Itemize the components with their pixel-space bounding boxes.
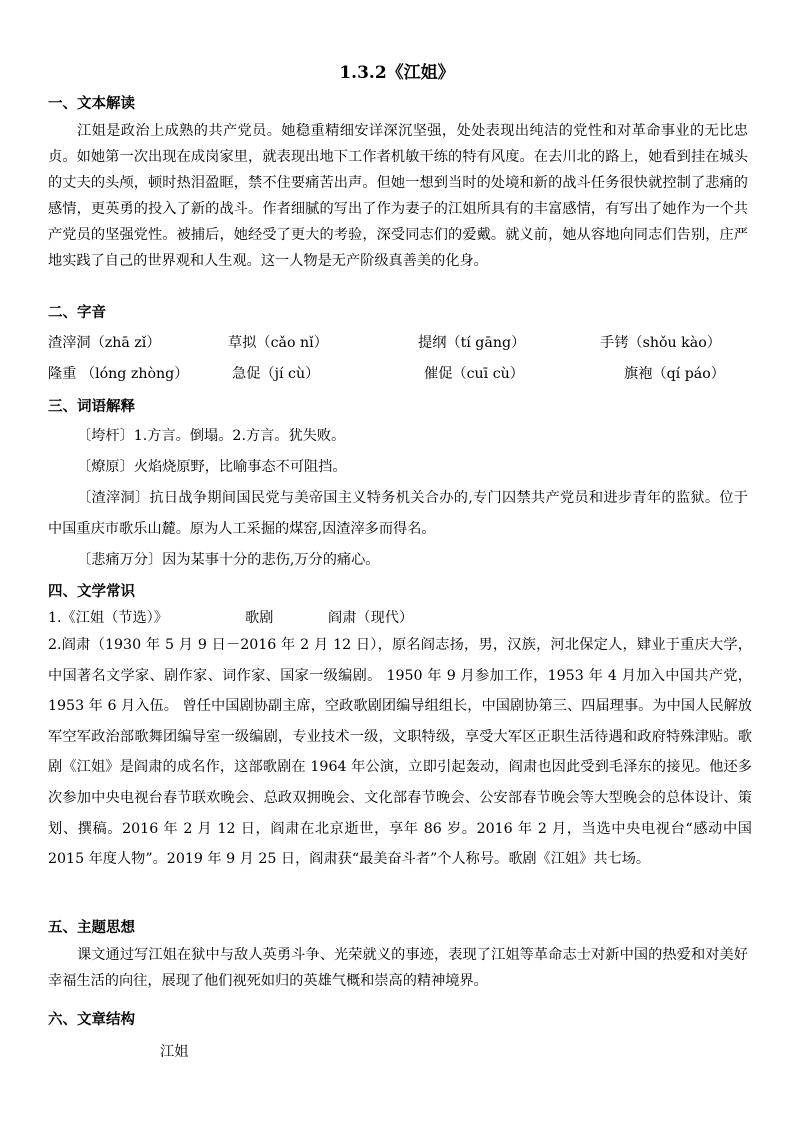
theme-paragraph: 课文通过写江姐在狱中与敌人英勇斗争、光荣就义的事迹，表现了江姐等革命志士对新中国的热爱和对美好幸福生活的向往，展现了他们视死如归的英雄气概和崇高的精神境界。: [48, 947, 748, 989]
pronunciation-item: 旗袍（qí páo）: [624, 366, 725, 382]
section-heading-pronunciation: 二、字音: [48, 304, 106, 321]
section-heading-structure: 六、文章结构: [48, 1011, 135, 1028]
text-reading-paragraph: 江姐是政治上成熟的共产党员。她稳重精细安详深沉坚强，处处表现出纯洁的党性和对革命事业的无比忠贞。如她第一次出现在成岗家里，就表现出地下工作者机敏干练的特有风度。在去川北的路上，她看到挂在城头的丈夫的头颅，顿时热泪盈眶，禁不住要痛苦出声。但她一想到当时的处境和新的战斗任务很快就控制了悲痛的感情，更英勇的投入了新的战斗。作者细腻的写出了作为妻子的江姐所具有的丰富感情，有写出了她作为一个共产党员的坚强党性。被捕后，她经受了更大的考验，深受同志们的爱戴。就义前，她从容地向同志们告别，庄严地实践了自己的世界观和人生观。这一人物是无产阶级真善美的化身。: [48, 123, 748, 269]
pronunciation-item: 急促（jí cù）: [232, 366, 320, 382]
pronunciation-row-1: [48, 333, 758, 353]
work-author: 阎肃（现代）: [328, 610, 414, 626]
vocabulary-item: 〔燎原〕火焰烧原野，比喻事态不可阻挡。: [77, 459, 347, 475]
work-title: 1.《江姐（节选）》: [48, 610, 168, 626]
vocabulary-item: 〔渣滓洞〕抗日战争期间国民党与美帝国主义特务机关合办的,专门囚禁共产党员和进步青年的监狱。位于中国重庆市歌乐山麓。原为人工采掘的煤窑,因渣滓多而得名。: [48, 490, 748, 537]
pronunciation-item: 手铐（shǒu kào）: [600, 335, 721, 351]
work-genre: 歌剧: [245, 610, 274, 626]
section-heading-text-reading: 一、文本解读: [48, 95, 135, 112]
work-info-row: [48, 608, 758, 628]
section-heading-theme: 五、主题思想: [48, 919, 135, 936]
section-heading-literary-knowledge: 四、文学常识: [48, 583, 135, 600]
page-title: 1.3.2《江姐》: [339, 63, 455, 83]
pronunciation-item: 提纲（tí gāng）: [418, 335, 526, 351]
vocabulary-item: 〔垮杆〕1.方言。倒塌。2.方言。犹失败。: [77, 428, 346, 444]
pronunciation-row-2: [48, 364, 758, 384]
pronunciation-item: 催促（cuī cù）: [424, 366, 524, 382]
author-biography: 2.阎肃（1930 年 5 月 9 日－2016 年 2 月 12 日），原名阎志扬，男，汉族，河北保定人，肄业于重庆大学，中国著名文学家、剧作家、词作家、国家一级编剧。 1950 年 9 月参加工作，1953 年 4 月加入中国共产党，1953 年 6 月入伍。 曾任中国剧协副主席，空政歌剧团编导组组长，中国剧协第三、四届理事。为中国人民解放军空军政治部歌舞团编导室一级编剧，专业技术一级，文职特级，享受大军区正职生活待遇和政府特殊津贴。歌剧《江姐》是阎肃的成名作，这部歌剧在 1964 年公演，立即引起轰动，阎肃也因此受到毛泽东的接见。他还多次参加中央电视台春节联欢晚会、总政双拥晚会、文化部春节晚会、公安部春节晚会等大型晚会的总体设计、策划、撰稿。2016 年 2 月 12 日，阎肃在北京逝世，享年 86 岁。2016 年 2 月，当选中央电视台“感动中国 2015 年度人物”。2019 年 9 月 25 日，阎肃获“最美奋斗者”个人称号。歌剧《江姐》共七场。: [48, 637, 752, 868]
pronunciation-item: 隆重 （lóng zhòng）: [48, 366, 189, 382]
structure-node-root: 江姐: [160, 1044, 189, 1060]
vocabulary-item: 〔悲痛万分〕因为某事十分的悲伤,万分的痛心。: [77, 552, 380, 568]
pronunciation-item: 渣滓洞（zhā zǐ）: [48, 335, 161, 351]
section-heading-vocabulary: 三、词语解释: [48, 398, 135, 415]
pronunciation-item: 草拟（cǎo nǐ）: [228, 335, 328, 351]
